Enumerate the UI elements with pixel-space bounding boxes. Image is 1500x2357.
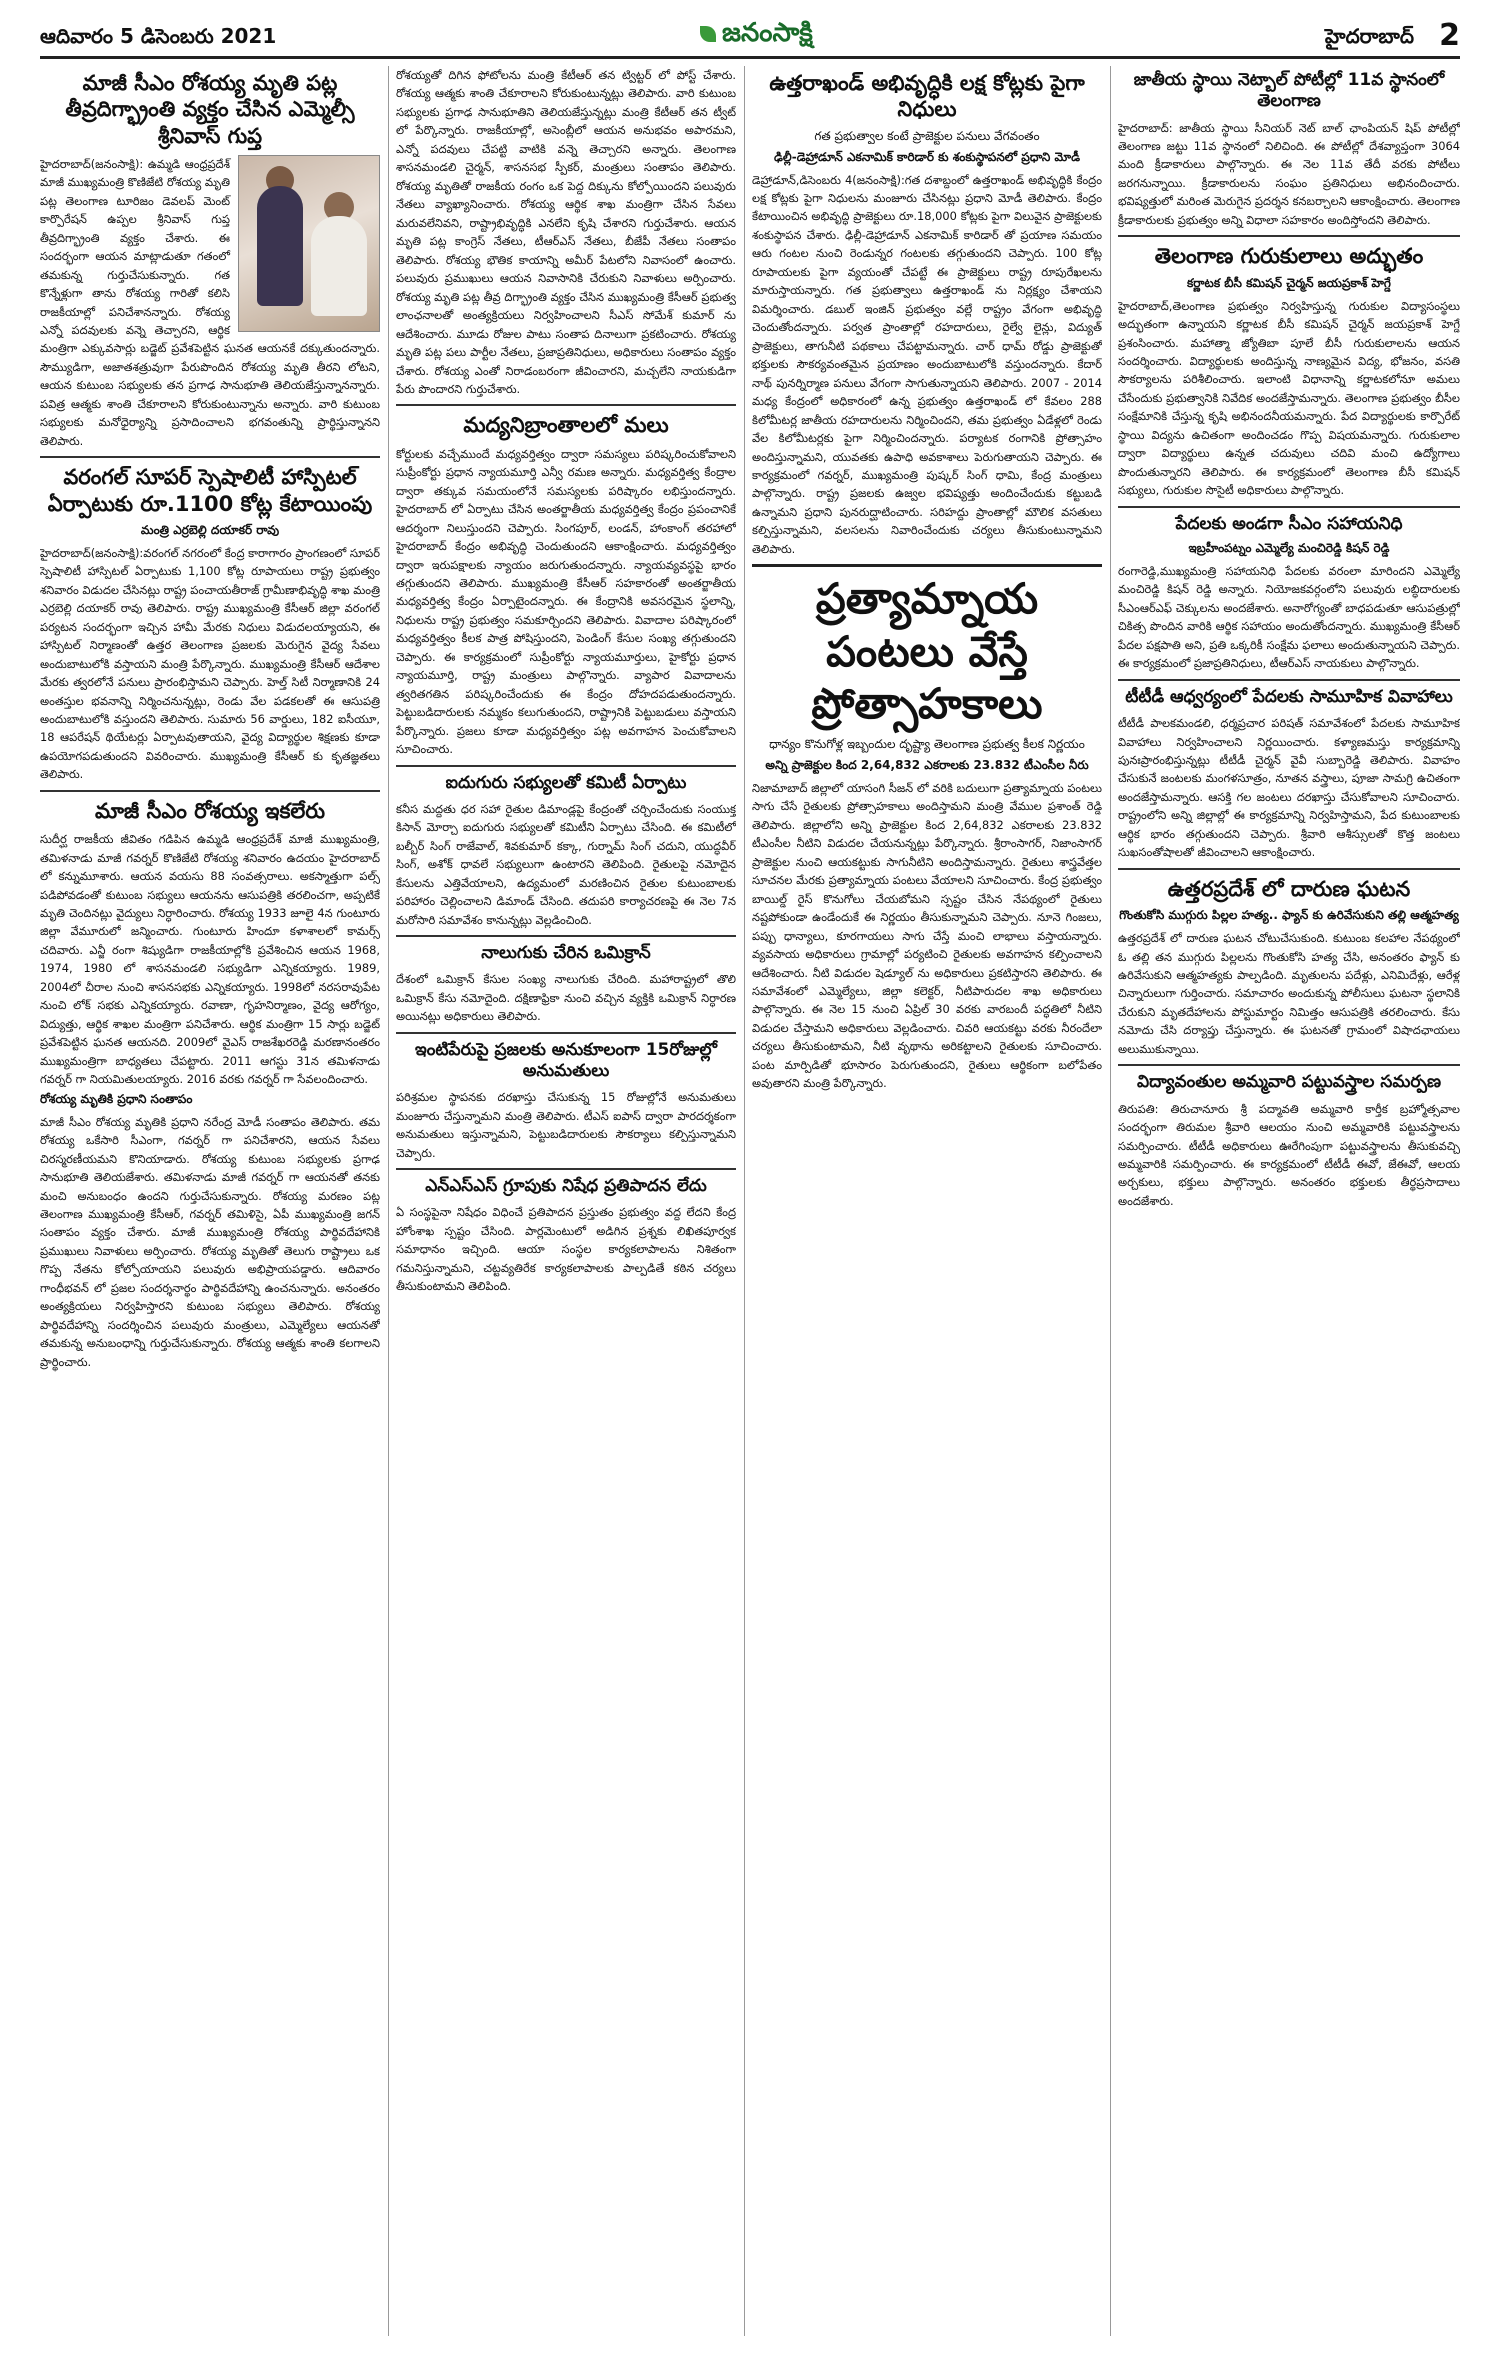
- article-ban-proposal-body: ఏ సంస్థపైనా నిషేధం విధించే ప్రతిపాదన ప్రస్తుతం ప్రభుత్వం వద్ద లేదని కేంద్ర హోంశాఖ స్పష్టం చేసింది. పార్లమెంటులో అడిగిన ప్రశ్నకు లిఖితపూర్వక సమాధానం ఇచ్చింది. ఆయా సంస్థల కార్యకలాపాలను నిశితంగా గమనిస్తున్నామని, చట్టవ్యతిరేక కార్యకలాపాలకు పాల్పడితే కఠిన చర్యలు తీసుకుంటామని తెలిపింది.: [396, 1205, 736, 1294]
- article-gurukul-body: హైదరాబాద్,తెలంగాణ ప్రభుత్వం నిర్వహిస్తున్న గురుకుల విద్యాసంస్థలు అద్భుతంగా ఉన్నాయని కర్ణాటక బీసీ కమిషన్ చైర్మన్ జయప్రకాశ్ హెగ్డే ప్రశంసించారు. మహాత్మా జ్యోతిబా పూలే బీసీ గురుకులాలను ఆయన సందర్శించారు. విద్యార్థులకు అందిస్తున్న నాణ్యమైన విద్య, భోజనం, వసతి సౌకర్యాలను పరిశీలించారు. ఇలాంటి విధానాన్ని కర్ణాటకలోనూ అమలు చేసేందుకు ప్రభుత్వానికి నివేదిక అందజేస్తామన్నారు. తెలంగాణ ప్రభుత్వం బీసీల సంక్షేమానికి చేస్తున్న కృషి అభినందనీయమన్నారు. పేద విద్యార్థులకు కార్పొరేట్ స్థాయి విద్యను ఉచితంగా అందించడం గొప్ప విషయమన్నారు. గురుకులాల ద్వారా విద్యార్థులు ఉన్నత చదువులు చదివి మంచి ఉద్యోగాలు పొందుతున్నారని తెలిపారు. ఈ కార్యక్రమంలో తెలంగాణ బీసీ కమిషన్ సభ్యులు, గురుకుల సొసైటీ అధికారులు పాల్గొన్నారు.: [1118, 298, 1460, 498]
- masthead-logo: [700, 18, 813, 54]
- article-committee-body: కనీస మద్దతు ధర సహా రైతుల డిమాండ్లపై కేంద్రంతో చర్చించేందుకు సంయుక్త కిసాన్ మోర్చా ఐదుగురు సభ్యులతో కమిటీని ఏర్పాటు చేసింది. ఈ కమిటీలో బల్బీర్ సింగ్ రాజేవాల్, శివకుమార్ కక్కా, గుర్నామ్ సింగ్ చదుని, యుద్ధవీర్ సింగ్, అశోక్ ధావలే సభ్యులుగా ఉంటారని తెలిపింది. రైతులపై నమోదైన కేసులను ఎత్తివేయాలని, ఉద్యమంలో మరణించిన రైతుల కుటుంబాలకు పరిహారం చెల్లించాలని డిమాండ్ చేసింది. తదుపరి కార్యాచరణపై ఈ నెల 7న మరోసారి సమావేశం కానున్నట్లు వెల్లడించింది.: [396, 801, 736, 927]
- article-alternate-crops-kicker: ధాన్యం కొనుగోళ్ల ఇబ్బందుల దృష్ట్యా తెలంగాణ ప్రభుత్వ కీలక నిర్ణయం: [769, 736, 1085, 751]
- article-uttarakhand-kicker: గత ప్రభుత్వాల కంటే ప్రాజెక్టుల పనులు వేగవంతం: [814, 128, 1040, 143]
- article-roshaiah-passes-body: సుదీర్ఘ రాజకీయ జీవితం గడిపిన ఉమ్మడి ఆంధ్రప్రదేశ్ మాజీ ముఖ్యమంత్రి, తమిళనాడు మాజీ గవర్నర్ కొణిజేటి రోశయ్య శనివారం ఉదయం హైదరాబాద్ లో కన్నుమూశారు. ఆయన వయసు 88 సంవత్సరాలు. అకస్మాత్తుగా పల్స్ పడిపోవడంతో కుటుంబ సభ్యులు ఆయనను ఆసుపత్రికి తరలించగా, అప్పటికే మృతి చెందినట్లు వైద్యులు నిర్ధారించారు. రోశయ్య 1933 జూలై 4న గుంటూరు జిల్లా వేమూరులో జన్మించారు. గుంటూరు హిందూ కళాశాలలో కామర్స్ చదివారు. ఎన్జీ రంగా శిష్యుడిగా రాజకీయాల్లోకి ప్రవేశించిన ఆయన 1968, 1974, 1980 లో శాసనమండలి సభ్యుడిగా ఎన్నికయ్యారు. 1989, 2004లో చీరాల నుంచి శాసనసభకు ఎన్నికయ్యారు. 1998లో నరసరావుపేట నుంచి లోక్ సభకు ఎన్నికయ్యారు. రవాణా, గృహనిర్మాణం, వైద్య ఆరోగ్యం, విద్యుత్తు, ఆర్థిక శాఖల మంత్రిగా పనిచేశారు. ఆర్థిక మంత్రిగా 15 సార్లు బడ్జెట్ ప్రవేశపెట్టిన ఘనత ఆయనది. 2009లో వైఎస్ రాజశేఖరరెడ్డి మరణానంతరం ముఖ్యమంత్రిగా బాధ్యతలు చేపట్టారు. 2011 ఆగస్టు 31న తమిళనాడు గవర్నర్ గా నియమితులయ్యారు. 2016 వరకు గవర్నర్ గా సేవలందించారు.: [40, 832, 380, 1087]
- column-divider: [388, 66, 389, 2336]
- article-alternate-crops-body: నిజామాబాద్ జిల్లాలో యాసంగి సీజన్ లో వరికి బదులుగా ప్రత్యామ్నాయ పంటలు సాగు చేసే రైతులకు ప్రోత్సాహకాలు అందిస్తామని మంత్రి వేముల ప్రశాంత్ రెడ్డి తెలిపారు. జిల్లాలోని అన్ని ప్రాజెక్టుల కింద 2,64,832 ఎకరాలకు 23.832 టీఎంసీల నీటిని విడుదల చేయనున్నట్లు పేర్కొన్నారు. శ్రీరాంసాగర్, నిజాంసాగర్ ప్రాజెక్టుల నుంచి ఆయకట్టుకు సాగునీటిని అందిస్తామన్నారు. రైతులు శాస్త్రవేత్తల సూచనల మేరకు ప్రత్యామ్నాయ పంటలు వేయాలని సూచించారు. కేంద్ర ప్రభుత్వం బాయిల్డ్ రైస్ కొనుగోలు చేయబోమని స్పష్టం చేసిన నేపథ్యంలో రైతులు నష్టపోకుండా ఉండేందుకే ఈ నిర్ణయం తీసుకున్నామని చెప్పారు. నూనె గింజలు, పప్పు ధాన్యాలు, కూరగాయలు సాగు చేస్తే మంచి లాభాలు వస్తాయన్నారు. వ్యవసాయ అధికారులు గ్రామాల్లో పర్యటించి రైతులకు అవగాహన కల్పించాలని ఆదేశించారు. నీటి విడుదల షెడ్యూల్ ను అధికారులు ప్రకటిస్తారని తెలిపారు. ఈ సమావేశంలో ఎమ్మెల్యేలు, జిల్లా కలెక్టర్, నీటిపారుదల శాఖ అధికారులు పాల్గొన్నారు. ఈ నెల 15 నుంచి ఏప్రిల్ 30 వరకు వారబందీ పద్ధతిలో నీటిని విడుదల చేస్తామని అధికారులు వెల్లడించారు. చివరి ఆయకట్టు వరకు నీరందేలా చర్యలు తీసుకుంటామని, నీటి వృథాను అరికట్టాలని రైతులకు సూచించారు. పంట మార్పిడితో భూసారం పెరుగుతుందని, రైతులు ఆర్థికంగా బలోపేతం అవుతారని మంత్రి పేర్కొన్నారు.: [752, 780, 1102, 1091]
- article-roshaiah-passes-kicker: రోశయ్య మృతికి ప్రధాని సంతాపం: [40, 1091, 193, 1106]
- article-roshaiah-passes-body-2: మాజీ సీఎం రోశయ్య మృతికి ప్రధాని నరేంద్ర మోడీ సంతాపం తెలిపారు. తమ రోశయ్య ఒకేసారి సీఎంగా, గవర్నర్ గా పనిచేశారని, ఆయన సేవలు చిరస్మరణీయమని కొనియాడారు. రోశయ్య కుటుంబ సభ్యులకు ప్రగాఢ సానుభూతి తెలియజేశారు. తమిళనాడు మాజీ గవర్నర్ గా ఆయనతో తనకు మంచి అనుబంధం ఉందని గుర్తుచేసుకున్నారు. రోశయ్య మరణం పట్ల తెలంగాణ ముఖ్యమంత్రి కేసీఆర్, గవర్నర్ తమిళిసై, ఏపీ ముఖ్యమంత్రి జగన్ సంతాపం వ్యక్తం చేశారు. మాజీ ముఖ్యమంత్రి రోశయ్య పార్థివదేహానికి ప్రముఖులు నివాళులు అర్పించారు. రోశయ్య మృతితో తెలుగు రాష్ట్రాలు ఒక గొప్ప నేతను కోల్పోయాయని పలువురు అభిప్రాయపడ్డారు. ఆదివారం గాంధీభవన్ లో ప్రజల సందర్శనార్థం పార్థివదేహాన్ని ఉంచనున్నారు. అనంతరం అంత్యక్రియలు నిర్వహిస్తారని కుటుంబ సభ్యులు తెలిపారు. రోశయ్య పార్థివదేహాన్ని సందర్శించిన పలువురు మంత్రులు, ఎమ్మెల్యేలు ఆయనతో తమకున్న అనుబంధాన్ని గుర్తుచేసుకున్నారు. రోశయ్య ఆత్మకు శాంతి కలగాలని ప్రార్థించారు.: [40, 1114, 380, 1369]
- article-up-incident-title: ఉత్తరప్రదేశ్ లో దారుణ ఘటన: [1167, 876, 1411, 901]
- masthead-city: హైదరాబాద్: [1324, 24, 1414, 48]
- article-uttarakhand-subtitle: ఢిల్లీ-డెహ్రాడూన్ ఎకనామిక్ కారిడార్ కు శంకుస్థాపనలో ప్రధాని మోడీ: [774, 149, 1080, 164]
- page-number: 2: [1439, 18, 1460, 53]
- article-mediation-body: కోర్టులకు వచ్చేముందే మధ్యవర్తిత్వం ద్వారా సమస్యలు పరిష్కరించుకోవాలని సుప్రీంకోర్టు ప్రధాన న్యాయమూర్తి ఎన్వీ రమణ అన్నారు. మధ్యవర్తిత్వ కేంద్రాల ద్వారా తక్కువ సమయంలోనే సమస్యలకు పరిష్కారం లభిస్తుందన్నారు. హైదరాబాద్ లో ఏర్పాటు చేసిన అంతర్జాతీయ మధ్యవర్తిత్వ కేంద్రం ప్రపంచానికే ఆదర్శంగా నిలుస్తుందని చెప్పారు. సింగపూర్, లండన్, హాంకాంగ్ తరహాలో హైదరాబాద్ కేంద్రం అభివృద్ధి చెందుతుందని ఆకాంక్షించారు. మధ్యవర్తిత్వం ద్వారా ఇరుపక్షాలకు న్యాయం జరుగుతుందన్నారు. న్యాయవ్యవస్థపై భారం తగ్గుతుందని తెలిపారు. ముఖ్యమంత్రి కేసీఆర్ సహకారంతో అంతర్జాతీయ మధ్యవర్తిత్వ కేంద్రం ఏర్పాటైందన్నారు. ఈ కేంద్రానికి అవసరమైన స్థలాన్ని, నిధులను రాష్ట్ర ప్రభుత్వం సమకూర్చిందని తెలిపారు. వివాదాల పరిష్కారంలో మధ్యవర్తిత్వం కీలక పాత్ర పోషిస్తుందని, పెండింగ్ కేసుల సంఖ్య తగ్గుతుందని చెప్పారు. ఈ కార్యక్రమంలో సుప్రీంకోర్టు న్యాయమూర్తులు, హైకోర్టు ప్రధాన న్యాయమూర్తి, రాష్ట్ర మంత్రులు పాల్గొన్నారు. వ్యాపార వివాదాలను త్వరితగతిన పరిష్కరించేందుకు ఈ కేంద్రం దోహదపడుతుందన్నారు. పెట్టుబడిదారులకు నమ్మకం కలుగుతుందని, రాష్ట్రానికి పెట్టుబడులు వస్తాయని పేర్కొన్నారు. ప్రజలు కూడా మధ్యవర్తిత్వం పట్ల అవగాహన పెంచుకోవాలని సూచించారు.: [396, 446, 736, 757]
- article-uttarakhand-body: డెహ్రాడూన్,డిసెంబరు 4(జనంసాక్షి):గత దశాబ్దంలో ఉత్తరాఖండ్ అభివృద్ధికి కేంద్రం లక్ష కోట్లకు పైగా నిధులను మంజూరు చేసినట్లు ప్రధాని మోడీ తెలిపారు. కేంద్రం కేటాయించిన అభివృద్ధి ప్రాజెక్టులు రూ.18,000 కోట్లకు పైగా విలువైన ప్రాజెక్టులకు శంకుస్థాపన చేశారు. ఢిల్లీ-డెహ్రాడూన్ ఎకనామిక్ కారిడార్ తో ప్రయాణ సమయం ఆరు గంటల నుంచి రెండున్నర గంటలకు తగ్గుతుందని చెప్పారు. 100 కోట్ల రూపాయలకు పైగా వ్యయంతో చేపట్టే ఈ ప్రాజెక్టులు రాష్ట్ర రూపురేఖలను మారుస్తాయన్నారు. గత ప్రభుత్వాలు ఉత్తరాఖండ్ ను నిర్లక్ష్యం చేశాయని విమర్శించారు. డబుల్ ఇంజిన్ ప్రభుత్వం వల్లే రాష్ట్రం వేగంగా అభివృద్ధి చెందుతోందన్నారు. పర్వత ప్రాంతాల్లో రహదారులు, రైల్వే లైన్లు, విద్యుత్ ప్రాజెక్టులు, తాగునీటి పథకాలు చేపట్టామన్నారు. చార్ ధామ్ రోడ్డు ప్రాజెక్టుతో భక్తులకు సౌకర్యవంతమైన ప్రయాణం అందుబాటులోకి వస్తుందన్నారు. కేదార్ నాథ్ పునర్నిర్మాణ పనులు వేగంగా సాగుతున్నాయని తెలిపారు. 2007 - 2014 మధ్య కేంద్రంలో అధికారంలో ఉన్న ప్రభుత్వం ఉత్తరాఖండ్ లో కేవలం 288 కిలోమీటర్ల జాతీయ రహదారులను నిర్మించిందని, తమ ప్రభుత్వం ఏడేళ్లలో రెండు వేల కిలోమీటర్లకు పైగా నిర్మించిందన్నారు. పర్యాటక రంగానికి ప్రోత్సాహం అందిస్తున్నామని, యువతకు ఉపాధి అవకాశాలు పెరుగుతాయని చెప్పారు. ఈ కార్యక్రమంలో గవర్నర్, ముఖ్యమంత్రి పుష్కర్ సింగ్ ధామి, కేంద్ర మంత్రులు పాల్గొన్నారు. రాష్ట్ర ప్రజలకు ఉజ్వల భవిష్యత్తు అందించేందుకు కట్టుబడి ఉన్నామని ప్రధాని పునరుద్ఘాటించారు. సరిహద్దు ప్రాంతాల్లో మౌలిక వసతులు కల్పిస్తున్నామని, వలసలను నివారించేందుకు చర్యలు తీసుకుంటున్నామని తెలిపారు.: [752, 172, 1102, 556]
- article-ban-proposal-title: ఎన్ఎస్ఎస్ గ్రూపుకు నిషేధ ప్రతిపాదన లేదు: [425, 1176, 707, 1197]
- article-mediation-title: మద్యనిబ్రాంతాలలో మలు: [463, 413, 669, 438]
- article-cmrf-body: రంగారెడ్డి,ముఖ్యమంత్రి సహాయనిధి పేదలకు వరంలా మారిందని ఎమ్మెల్యే మంచిరెడ్డి కిషన్ రెడ్డి అన్నారు. నియోజకవర్గంలోని పలువురు లబ్ధిదారులకు సీఎంఆర్ఎఫ్ చెక్కులను అందజేశారు. అనారోగ్యంతో బాధపడుతూ ఆసుపత్రుల్లో చికిత్స పొందిన వారికి ఆర్థిక సహాయం అందుతోందన్నారు. ముఖ్యమంత్రి కేసీఆర్ పేదల పక్షపాతి అని, ప్రతి ఒక్కరికీ సంక్షేమ ఫలాలు అందుతున్నాయని చెప్పారు. ఈ కార్యక్రమంలో ప్రజాప్రతినిధులు, టీఆర్ఎస్ నాయకులు పాల్గొన్నారు.: [1118, 563, 1460, 671]
- leaf-icon: [700, 26, 716, 42]
- article-uttarakhand-title: ఉత్తరాఖండ్ అభివృద్ధికి లక్ష కోట్లకు పైగా నిధులు: [769, 71, 1085, 122]
- article-warangal-hospital-subtitle: మంత్రి ఎర్రబెల్లి దయాకర్ రావు: [140, 522, 280, 537]
- article-cmrf-title: పేదలకు అండగా సీఎం సహాయనిధి: [1175, 513, 1403, 534]
- article-gurukul-title: తెలంగాణ గురుకులాలు అద్భుతం: [1154, 244, 1424, 269]
- article-silk-robes-body: తిరుపతి: తిరుచానూరు శ్రీ పద్మావతి అమ్మవారి కార్తీక బ్రహ్మోత్సవాల సందర్భంగా తిరుమల శ్రీవారి ఆలయం నుంచి అమ్మవారికి పట్టువస్త్రాలను సమర్పించారు. టీటీడీ అధికారులు ఊరేగింపుగా పట్టువస్త్రాలను తీసుకువచ్చి అమ్మవారికి సమర్పించారు. ఈ కార్యక్రమంలో టీటీడీ ఈవో, జేఈవో, ఆలయ అర్చకులు, భక్తులు పాల్గొన్నారు. అనంతరం భక్తులకు తీర్థప్రసాదాలు అందజేశారు.: [1118, 1101, 1460, 1208]
- article-alternate-crops-title: ప్రత్యామ్నాయ పంటలు వేస్తే ప్రోత్సాహకాలు: [811, 574, 1043, 729]
- article-netball-title: జాతీయ స్థాయి నెట్బాల్ పోటీల్లో 11వ స్థానంలో తెలంగాణ: [1133, 70, 1445, 112]
- article-up-incident-body: ఉత్తరప్రదేశ్ లో దారుణ ఘటన చోటుచేసుకుంది. కుటుంబ కలహాల నేపథ్యంలో ఓ తల్లి తన ముగ్గురు పిల్లలను గొంతుకోసి హత్య చేసి, అనంతరం ఫ్యాన్ కు ఉరివేసుకుని ఆత్మహత్యకు పాల్పడింది. మృతులను పదేళ్లు, ఎనిమిదేళ్లు, ఆరేళ్ల చిన్నారులుగా గుర్తించారు. సమాచారం అందుకున్న పోలీసులు ఘటనా స్థలానికి చేరుకుని మృతదేహాలను పోస్టుమార్టం నిమిత్తం ఆసుపత్రికి తరలించారు. కేసు నమోదు చేసి దర్యాప్తు చేస్తున్నారు. ఈ ఘటనతో గ్రామంలో విషాదఛాయలు అలుముకున్నాయి.: [1118, 931, 1460, 1056]
- article-roshaiah-continued-body: రోశయ్యతో దిగిన ఫోటోలను మంత్రి కేటీఆర్ తన ట్విట్టర్ లో పోస్ట్ చేశారు. రోశయ్య ఆత్మకు శాంతి చేకూరాలని కోరుకుంటున్నట్లు తెలిపారు. వారి కుటుంబ సభ్యులకు ప్రగాఢ సానుభూతిని తెలియజేస్తున్నట్లు మంత్రి కేటీఆర్ తన ట్వీట్ లో పేర్కొన్నారు. రాజకీయాల్లో, అసెంబ్లీలో ఆయన అనుభవం అపారమని, ఎన్నో పదవులు చేపట్టి వాటికి వన్నె తెచ్చారని అన్నారు. తెలంగాణ శాసనమండలి చైర్మన్, శాసనసభ స్పీకర్, మంత్రులు సంతాపం తెలిపారు. రోశయ్య మృతితో రాజకీయ రంగం ఒక పెద్ద దిక్కును కోల్పోయిందని పలువురు నేతలు వ్యాఖ్యానించారు. రోశయ్య ఆర్థిక శాఖ మంత్రిగా చేసిన సేవలు మరువలేనివని, రాష్ట్రాభివృద్ధికి ఎనలేని కృషి చేశారని గుర్తుచేశారు. ఆయన మృతి పట్ల కాంగ్రెస్ నేతలు, టీఆర్ఎస్ నేతలు, బీజేపీ నేతలు సంతాపం తెలిపారు. రోశయ్య భౌతిక కాయాన్ని అమీర్ పేటలోని నివాసంలో ఉంచారు. పలువురు ప్రముఖులు ఆయన నివాసానికి చేరుకుని నివాళులు అర్పించారు. రోశయ్య మృతి పట్ల తీవ్ర దిగ్భ్రాంతి వ్యక్తం చేసిన ముఖ్యమంత్రి కేసీఆర్ ప్రభుత్వ లాంఛనాలతో అంత్యక్రియలు నిర్వహించాలని సీఎస్ సోమేశ్ కుమార్ ను ఆదేశించారు. మూడు రోజుల పాటు సంతాప దినాలుగా ప్రకటించారు. రోశయ్య మృతి పట్ల పలు పార్టీల నేతలు, ప్రజాప్రతినిధులు, అధికారులు సంతాపం వ్యక్తం చేశారు. రోశయ్య ఎంతో నిరాడంబరంగా జీవించారని, మచ్చలేని నాయకుడిగా పేరు పొందారని గుర్తుచేశారు.: [396, 68, 736, 396]
- article-ttd-weddings-body: టీటీడీ పాలకమండలి, ధర్మప్రచార పరిషత్ సమావేశంలో పేదలకు సామూహిక వివాహాలు నిర్వహించాలని నిర్ణయించారు. కళ్యాణమస్తు కార్యక్రమాన్ని పునఃప్రారంభిస్తున్నట్లు టీటీడీ చైర్మన్ వైవీ సుబ్బారెడ్డి తెలిపారు. వివాహం చేసుకునే జంటలకు మంగళసూత్రం, నూతన వస్త్రాలు, పూజా సామగ్రి ఉచితంగా అందజేస్తామన్నారు. ఆసక్తి గల జంటలు దరఖాస్తు చేసుకోవాలని సూచించారు. రాష్ట్రంలోని అన్ని జిల్లాల్లో ఈ కార్యక్రమాన్ని నిర్వహిస్తామని, పేద కుటుంబాలకు ఆర్థిక భారం తగ్గుతుందని చెప్పారు. శ్రీవారి ఆశీస్సులతో కొత్త జంటలు సుఖసంతోషాలతో జీవించాలని ఆకాంక్షించారు.: [1118, 716, 1460, 860]
- article-warangal-hospital-body: హైదరాబాద్(జనంసాక్షి):వరంగల్ నగరంలో కేంద్ర కారాగారం ప్రాంగణంలో సూపర్ స్పెషాలిటీ హాస్పిటల్ ఏర్పాటుకు 1,100 కోట్ల రూపాయలు రాష్ట్ర ప్రభుత్వం శనివారం విడుదల చేసినట్లు రాష్ట్ర పంచాయతీరాజ్ గ్రామీణాభివృద్ధి శాఖ మంత్రి ఎర్రబెల్లి దయాకర్ రావు తెలిపారు. రాష్ట్ర ముఖ్యమంత్రి కేసీఆర్ జిల్లా వరంగల్ పర్యటన సందర్భంగా ఇచ్చిన హామీ మేరకు నిధులు విడుదలయ్యాయని, ఈ హాస్పిటల్ నిర్మాణంతో ఉత్తర తెలంగాణ ప్రజలకు మెరుగైన వైద్య సేవలు అందుబాటులోకి వస్తాయని మంత్రి పేర్కొన్నారు. ముఖ్యమంత్రి కేసీఆర్ ఆదేశాల మేరకు త్వరలోనే పనులు ప్రారంభిస్తామని చెప్పారు. హెల్త్ సిటీ నిర్మాణానికి 24 అంతస్తుల భవనాన్ని నిర్మించనున్నట్లు, రెండు వేల పడకలతో ఈ ఆసుపత్రి అందుబాటులోకి వస్తుందని తెలిపారు. సుమారు 56 వార్డులు, 182 ఐసీయూ, 18 ఆపరేషన్ థియేటర్లు ఏర్పాటవుతాయని, వైద్య విద్యార్థుల శిక్షణకు కూడా ఉపయోగపడుతుందని వివరించారు. ముఖ్యమంత్రి కేసీఆర్ కు కృతజ్ఞతలు తెలిపారు.: [40, 545, 380, 782]
- news-photo: [238, 155, 380, 332]
- masthead-logo-text: జనంసాక్షి: [722, 18, 813, 48]
- article-roshaiah-condolence-title: మాజీ సీఎం రోశయ్య మృతి పట్ల తీవ్రదిగ్భ్రాంతి వ్యక్తం చేసిన ఎమ్మెల్సీ శ్రీనివాస్ గుప్త: [65, 71, 355, 148]
- article-netball-body: హైదరాబాద్: జాతీయ స్థాయి సీనియర్ నెట్ బాల్ ఛాంపియన్ షిప్ పోటీల్లో తెలంగాణ జట్టు 11వ స్థానంలో నిలిచింది. ఈ పోటీల్లో దేశవ్యాప్తంగా 3064 మంది క్రీడాకారులు పాల్గొన్నారు. ఈ నెల 11వ తేదీ వరకు పోటీలు జరగనున్నాయి. క్రీడాకారులను సంఘం ప్రతినిధులు అభినందించారు. భవిష్యత్తులో మరింత మెరుగైన ప్రదర్శన కనబర్చాలని ఆకాంక్షించారు. తెలంగాణ క్రీడాకారులకు ప్రభుత్వం అన్ని విధాలా సహకారం అందిస్తోందని తెలిపారు.: [1118, 120, 1460, 227]
- article-gurukul-subtitle: కర్ణాటక బీసీ కమిషన్ చైర్మన్ జయప్రకాశ్ హెగ్డే: [1187, 275, 1391, 290]
- article-warangal-hospital-title: వరంగల్ సూపర్ స్పెషాలిటీ హాస్పిటల్ ఏర్పాటుకు రూ.1100 కోట్ల కేటాయింపు: [47, 465, 373, 516]
- column-divider: [744, 66, 745, 2336]
- article-permissions-title: ఇంటిపేరుపై ప్రజలకు అనుకూలంగా 15రోజుల్లో అనుమతులు: [415, 1039, 717, 1082]
- article-cmrf-subtitle: ఇబ్రహీంపట్నం ఎమ్మెల్యే మంచిరెడ్డి కిషన్ రెడ్డి: [1188, 540, 1390, 555]
- article-ttd-weddings-title: టీటీడీ ఆధ్వర్యంలో పేదలకు సామూహిక వివాహాలు: [1125, 686, 1453, 707]
- article-permissions-body: పరిశ్రమల స్థాపనకు దరఖాస్తు చేసుకున్న 15 రోజుల్లోనే అనుమతులు మంజూరు చేస్తున్నామని మంత్రి తెలిపారు. టీఎస్ ఐపాస్ ద్వారా పారదర్శకంగా అనుమతులు ఇస్తున్నామని, పెట్టుబడిదారులకు సౌకర్యాలు కల్పిస్తున్నామని చెప్పారు.: [396, 1090, 736, 1160]
- column-3: [752, 66, 1102, 2341]
- article-omicron-body: దేశంలో ఒమిక్రాన్ కేసుల సంఖ్య నాలుగుకు చేరింది. మహారాష్ట్రలో తొలి ఒమిక్రాన్ కేసు నమోదైంది. దక్షిణాఫ్రికా నుంచి వచ్చిన వ్యక్తికి ఒమిక్రాన్ నిర్ధారణ అయినట్లు అధికారులు తెలిపారు.: [396, 972, 736, 1024]
- column-divider: [1110, 66, 1111, 2336]
- column-2: [396, 66, 736, 2341]
- article-roshaiah-condolence-body: హైదరాబాద్(జనంసాక్షి): ఉమ్మడి ఆంధ్రప్రదేశ్ మాజీ ముఖ్యమంత్రి కొణిజేటి రోశయ్య మృతి పట్ల తెలంగాణ టూరిజం డెవలప్ మెంట్ కార్పొరేషన్ ఉప్పల శ్రీనివాస్ గుప్త తీవ్రదిగ్భ్రాంతి వ్యక్తం చేశారు. ఈ సందర్భంగా ఆయన మాట్లాడుతూ గతంలో తమకున్న గుర్తుచేసుకున్నారు. గత కొన్నేళ్లుగా తాను రోశయ్య గారితో కలిసి రాజకీయాల్లో పనిచేశానన్నారు. రోశయ్య ఎన్నో పదవులకు వన్నె తెచ్చారని, ఆర్థిక మంత్రిగా ఎక్కువసార్లు బడ్జెట్ ప్రవేశపెట్టిన ఘనత ఆయనకే దక్కుతుందన్నారు. సౌమ్యుడిగా, అజాతశత్రువుగా పేరుపొందిన రోశయ్య మృతి తీరని లోటని, ఆయన కుటుంబ సభ్యులకు తన ప్రగాఢ సానుభూతి తెలియజేస్తున్నానన్నారు. పవిత్ర ఆత్మకు శాంతి చేకూరాలని కోరుకుంటున్నాను అన్నారు. వారి కుటుంబ సభ్యులకు మనోధైర్యాన్ని ప్రసాదించాలని భగవంతున్ని ప్రార్థిస్తున్నానని తెలిపారు.: [40, 156, 380, 448]
- article-committee-title: ఐదుగురు సభ్యులతో కమిటీ ఏర్పాటు: [445, 772, 687, 793]
- article-alternate-crops-subtitle: అన్ని ప్రాజెక్టుల కింద 2,64,832 ఎకరాలకు 23.832 టీఎంసీల నీరు: [765, 757, 1089, 772]
- article-roshaiah-passes-title: మాజీ సీఎం రోశయ్య ఇకలేరు: [94, 798, 326, 823]
- column-4: [1118, 66, 1460, 2341]
- masthead: [40, 18, 1460, 59]
- column-1: [40, 66, 380, 2341]
- masthead-date: ఆదివారం 5 డిసెంబరు 2021: [40, 24, 277, 48]
- article-omicron-title: నాలుగుకు చేరిన ఒమిక్రాన్: [481, 943, 651, 964]
- article-silk-robes-title: విద్యావంతుల అమ్మవారి పట్టువస్త్రాల సమర్పణ: [1136, 1072, 1442, 1093]
- article-up-incident-subtitle: గొంతుకోసి ముగ్గురు పిల్లల హత్య.. ఫ్యాన్ కు ఉరివేసుకుని తల్లి ఆత్మహత్య: [1119, 908, 1459, 923]
